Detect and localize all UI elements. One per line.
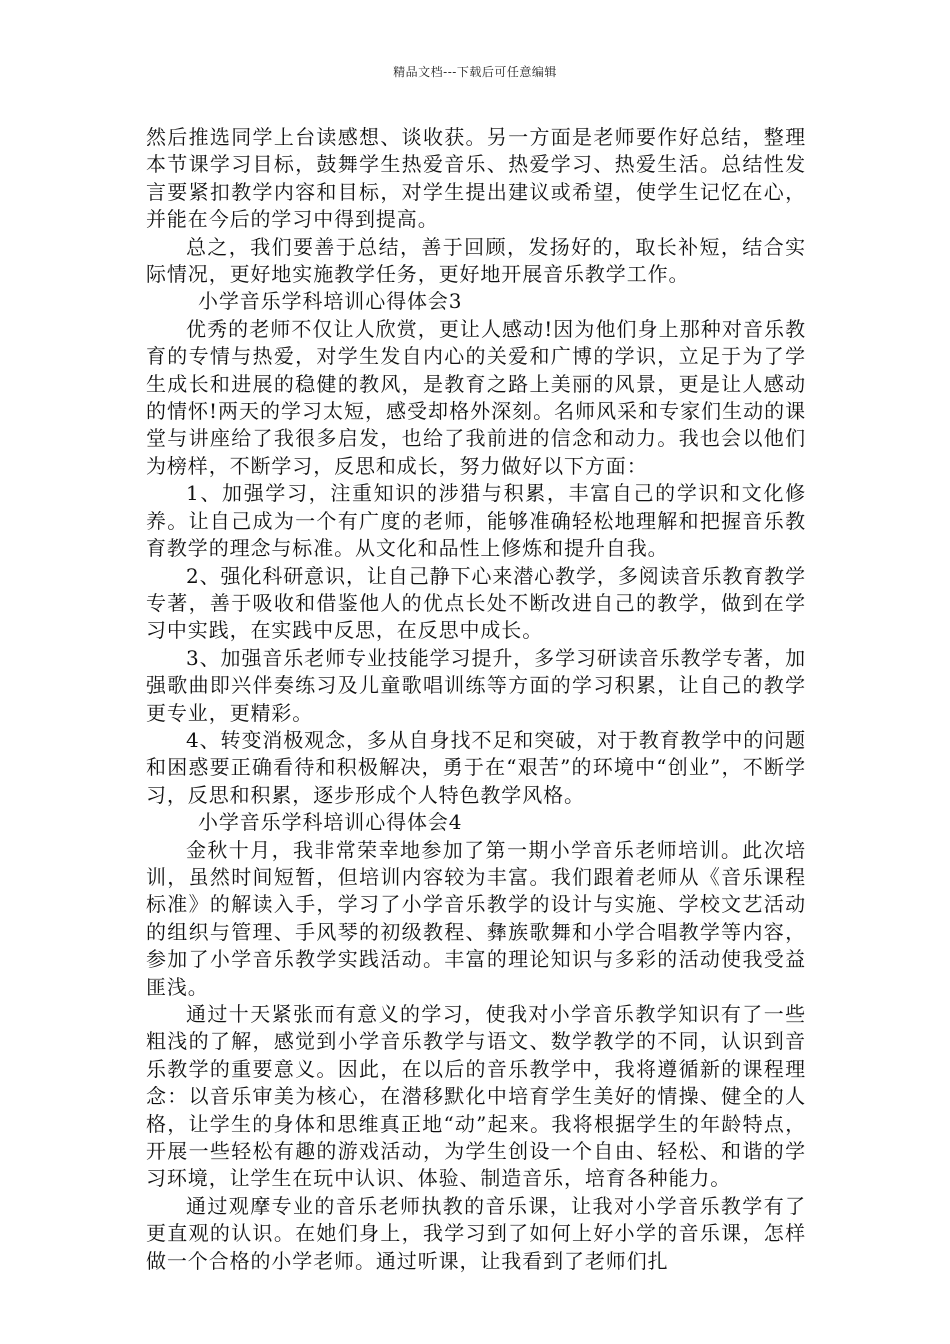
- paragraph: 通过观摩专业的音乐老师执教的音乐课，让我对小学音乐教学有了更直观的认识。在她们身上，我学习到了如何上好小学的音乐课，怎样做一个合格的小学老师。通过听课，让我看到了老师们扎: [146, 1193, 806, 1273]
- section-heading: 小学音乐学科培训心得体会4: [198, 810, 463, 835]
- paragraph: 优秀的老师不仅让人欣赏，更让人感动!因为他们身上那种对音乐教育的专情与热爱，对学生发自内心的关爱和广博的学识，立足于为了学生成长和进展的稳健的教风，是教育之路上美丽的风景，更是让人感动的情怀!两天的学习太短，感受却格外深刻。名师风采和专家们生动的课堂与讲座给了我很多启发，也给了我前进的信念和动力。我也会以他们为榜样，不断学习，反思和成长，努力做好以下方面：: [146, 316, 806, 478]
- document-body: [146, 124, 806, 1275]
- paragraph: 总之，我们要善于总结，善于回顾，发扬好的，取长补短，结合实际情况，更好地实施教学任务，更好地开展音乐教学工作。: [146, 234, 806, 287]
- paragraph: 通过十天紧张而有意义的学习，使我对小学音乐教学知识有了一些粗浅的了解，感觉到小学音乐教学与语文、数学教学的不同，认识到音乐教学的重要意义。因此，在以后的音乐教学中，我将遵循新的课程理念：以音乐审美为核心，在潜移默化中培育学生美好的情操、健全的人格，让学生的身体和思维真正地“动”起来。我将根据学生的年龄特点，开展一些轻松有趣的游戏活动，为学生创设一个自由、轻松、和谐的学习环境，让学生在玩中认识、体验、制造音乐，培育各种能力。: [146, 1002, 806, 1191]
- paragraph: 金秋十月，我非常荣幸地参加了第一期小学音乐老师培训。此次培训，虽然时间短暂，但培训内容较为丰富。我们跟着老师从《音乐课程标准》的解读入手，学习了小学音乐教学的设计与实施、学校文艺活动的组织与管理、手风琴的初级教程、彝族歌舞和小学合唱教学等内容，参加了小学音乐教学实践活动。丰富的理论知识与多彩的活动使我受益匪浅。: [146, 837, 806, 999]
- list-item: 2、强化科研意识，让自己静下心来潜心教学，多阅读音乐教育教学专著，善于吸收和借鉴他人的优点长处不断改进自己的教学，做到在学习中实践，在实践中反思，在反思中成长。: [146, 563, 806, 643]
- paragraph: 然后推选同学上台读感想、谈收获。另一方面是老师要作好总结，整理本节课学习目标，鼓舞学生热爱音乐、热爱学习、热爱生活。总结性发言要紧扣教学内容和目标，对学生提出建议或希望，使学生记忆在心，并能在今后的学习中得到提高。: [146, 125, 806, 232]
- list-item: 1、加强学习，注重知识的涉猎与积累，丰富自己的学识和文化修养。让自己成为一个有广度的老师，能够准确轻松地理解和把握音乐教育教学的理念与标准。从文化和品性上修炼和提升自我。: [146, 481, 806, 561]
- page-header: 精品文档---下载后可任意编辑: [393, 65, 557, 79]
- list-item: 4、转变消极观念，多从自身找不足和突破，对于教育教学中的问题和困惑要正确看待和积极解决，勇于在“艰苦”的环境中“创业”，不断学习，反思和积累，逐步形成个人特色教学风格。: [146, 727, 806, 807]
- section-heading: 小学音乐学科培训心得体会3: [198, 289, 463, 314]
- list-item: 3、加强音乐老师专业技能学习提升，多学习研读音乐教学专著，加强歌曲即兴伴奏练习及儿童歌唱训练等方面的学习积累，让自己的教学更专业，更精彩。: [146, 645, 806, 725]
